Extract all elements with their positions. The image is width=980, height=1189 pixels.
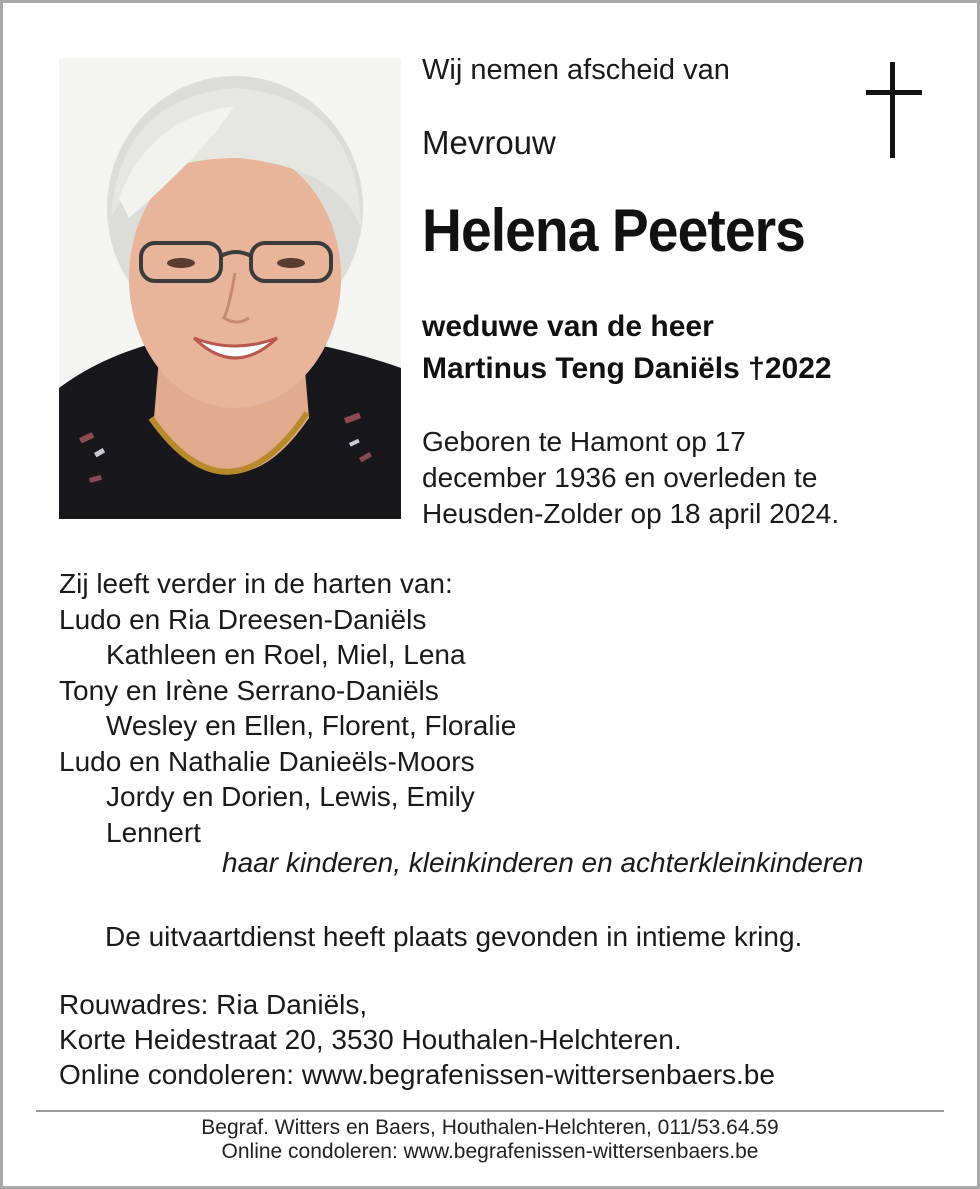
footer-condolence-link[interactable]: Online condoleren: www.begrafenissen-wittersenbaers.be (221, 1140, 759, 1163)
birth-death-info (422, 424, 839, 532)
widow-info (422, 306, 832, 390)
service-notice: De uitvaartdienst heeft plaats gevonden in intieme kring. (105, 921, 803, 952)
family-line: Lennert (106, 816, 201, 848)
honorific: Mevrouw (422, 124, 556, 161)
funeral-home-footer (0, 1116, 980, 1164)
address-street: Korte Heidestraat 20, 3530 Houthalen-Helchteren. (59, 1024, 682, 1055)
mourning-address (59, 987, 775, 1092)
death-line: Heusden-Zolder op 18 april 2024. (422, 498, 840, 529)
family-line: Wesley en Ellen, Florent, Floralie (106, 710, 517, 741)
funeral-home-info: Begraf. Witters en Baers, Houthalen-Helchteren, 011/53.64.59 (201, 1116, 779, 1139)
spouse-line: Martinus Teng Daniëls †2022 (422, 352, 832, 385)
family-line: Jordy en Dorien, Lewis, Emily (106, 781, 475, 812)
deceased-name: Helena Peeters (422, 197, 805, 264)
family-signoff: haar kinderen, kleinkinderen en achterkleinkinderen (222, 847, 864, 878)
footer-divider (36, 1110, 944, 1112)
condolence-link[interactable]: Online condoleren: www.begrafenissen-wittersenbaers.be (59, 1059, 775, 1090)
birth-line: december 1936 en overleden te (422, 462, 818, 493)
family-heading: Zij leeft verder in de harten van: (59, 568, 453, 599)
family-line: Ludo en Nathalie Danieëls-Moors (59, 745, 475, 777)
intro-text: Wij nemen afscheid van (422, 54, 730, 86)
portrait-photo (59, 58, 401, 519)
birth-line: Geboren te Hamont op 17 (422, 426, 746, 457)
family-line: Kathleen en Roel, Miel, Lena (106, 639, 466, 670)
family-line: Tony en Irène Serrano-Daniëls (59, 674, 439, 706)
widow-line: weduwe van de heer (422, 310, 714, 343)
cross-icon (866, 62, 922, 158)
family-line: Ludo en Ria Dreesen-Daniëls (59, 603, 427, 635)
address-name: Rouwadres: Ria Daniëls, (59, 989, 368, 1020)
family-list (59, 566, 516, 850)
